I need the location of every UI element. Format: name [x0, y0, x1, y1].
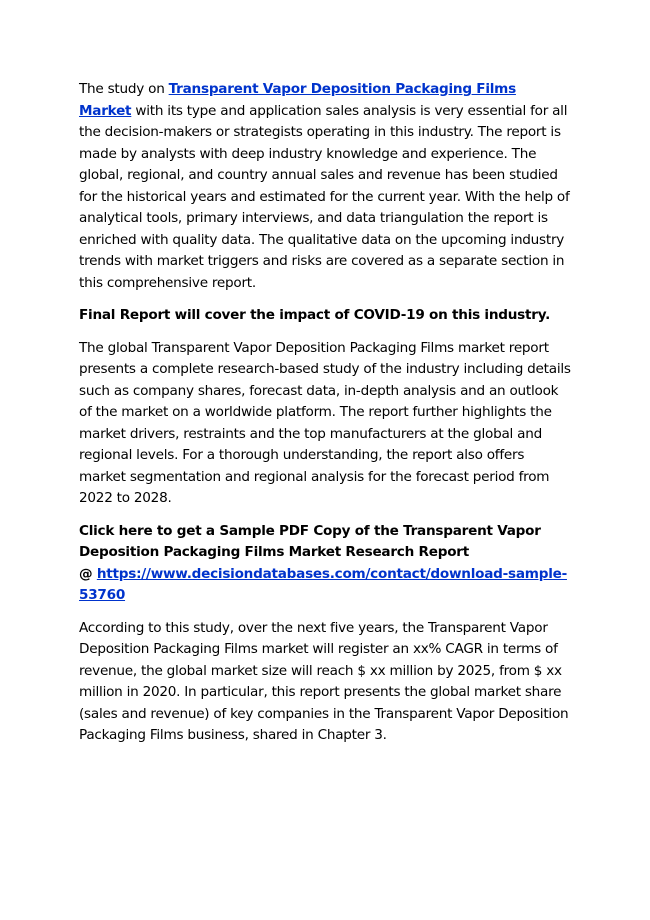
sample-cta [79, 521, 571, 607]
sample-download-link[interactable]: https://www.decisiondatabases.com/contact/download-sample-53760 [79, 565, 567, 603]
sample-cta-text: Click here to get a Sample PDF Copy of the Transparent Vapor Deposition Packaging Films Market Research Report [79, 522, 541, 560]
intro-body: with its type and application sales analysis is very essential for all the decision-makers or strategists operating in this industry. The report is made by analysts with deep industry knowledge and experience. The global, regional, and country annual sales and revenue has been studied for the historical years and estimated for the current year. With the help of analytical tools, primary interviews, and data triangulation the report is enriched with quality data. The qualitative data on the upcoming industry trends with market triggers and risks are covered as a separate section in this comprehensive report. [79, 102, 570, 291]
sample-cta-at: @ [79, 565, 97, 582]
covid-note: Final Report will cover the impact of COVID-19 on this industry. [79, 307, 550, 323]
market-link[interactable]: Transparent Vapor Deposition Packaging Films Market [79, 81, 516, 119]
overview-paragraph: The global Transparent Vapor Deposition Packaging Films market report presents a complete research-based study of the industry including details such as company shares, forecast data, in-depth analysis and an outlook of the market on a worldwide platform. The report further highlights the market drivers, restraints and the top manufacturers at the global and regional levels. For a thorough understanding, the report also offers market segmentation and regional analysis for the forecast period from 2022 to 2028. [79, 339, 571, 506]
intro-paragraph [79, 79, 571, 294]
intro-prefix: The study on [79, 81, 169, 97]
document-page [79, 79, 571, 758]
forecast-paragraph: According to this study, over the next five years, the Transparent Vapor Deposition Packaging Films market will register an xx% CAGR in terms of revenue, the global market size will reach $ xx million by 2025, from $ xx million in 2020. In particular, this report presents the global market share (sales and revenue) of key companies in the Transparent Vapor Deposition Packaging Films business, shared in Chapter 3. [79, 619, 569, 743]
